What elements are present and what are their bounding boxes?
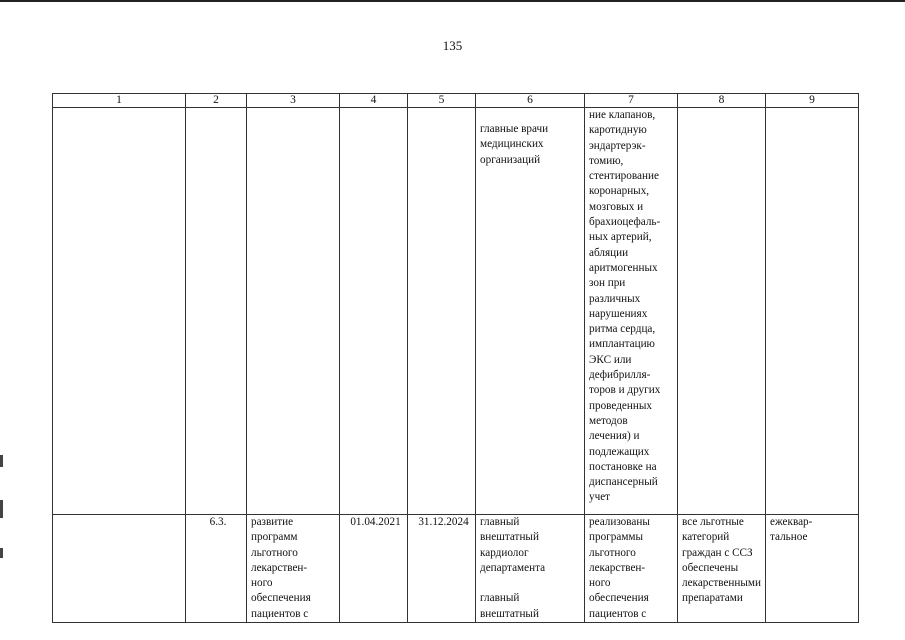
col-header-7: 7	[585, 94, 678, 108]
cell-item-number: 6.3.	[186, 515, 247, 623]
col-header-5: 5	[408, 94, 476, 108]
cell-result: ние клапанов, каротидную эндартерэк- томию, стентирование коронарных, мозговых и брахиоцефаль- ных артерий, абляции аритмогенных зон при различных нарушениях ритма сердца, имплантацию ЭКС или дефибрилля- торов и других проведенных методов лечения) и подлежащих постановке на диспансерный учет	[585, 108, 678, 515]
cell-start-date: 01.04.2021	[340, 515, 408, 623]
scan-mark	[0, 455, 3, 467]
col-header-8: 8	[678, 94, 766, 108]
cell-empty	[766, 108, 859, 515]
cell-end-date: 31.12.2024	[408, 515, 476, 623]
table-row	[53, 108, 859, 515]
col-header-3: 3	[247, 94, 340, 108]
cell-empty	[340, 108, 408, 515]
col-header-6: 6	[476, 94, 585, 108]
cell-indicator: все льготные категорий граждан с ССЗ обеспечены лекарственными препаратами	[678, 515, 766, 623]
cell-empty	[53, 108, 186, 515]
top-rule	[0, 0, 905, 2]
cell-frequency: ежеквар- тальное	[766, 515, 859, 623]
col-header-2: 2	[186, 94, 247, 108]
col-header-9: 9	[766, 94, 859, 108]
header-row	[53, 94, 859, 108]
cell-responsible: главный внештатный кардиолог департамента главный внештатный	[476, 515, 585, 623]
cell-empty	[186, 108, 247, 515]
table-row	[53, 515, 859, 623]
cell-result: реализованы программы льготного лекарствен- ного обеспечения пациентов с	[585, 515, 678, 623]
cell-responsible: главные врачи медицинских организаций	[476, 108, 585, 515]
page-number: 135	[442, 38, 463, 53]
col-header-1: 1	[53, 94, 186, 108]
cell-empty	[408, 108, 476, 515]
cell-activity: развитие программ льготного лекарствен- ного обеспечения пациентов с	[247, 515, 340, 623]
plan-table	[52, 93, 859, 623]
col-header-4: 4	[340, 94, 408, 108]
scan-mark	[0, 548, 3, 558]
cell-empty	[53, 515, 186, 623]
cell-empty	[678, 108, 766, 515]
scan-mark	[0, 500, 3, 518]
cell-empty	[247, 108, 340, 515]
